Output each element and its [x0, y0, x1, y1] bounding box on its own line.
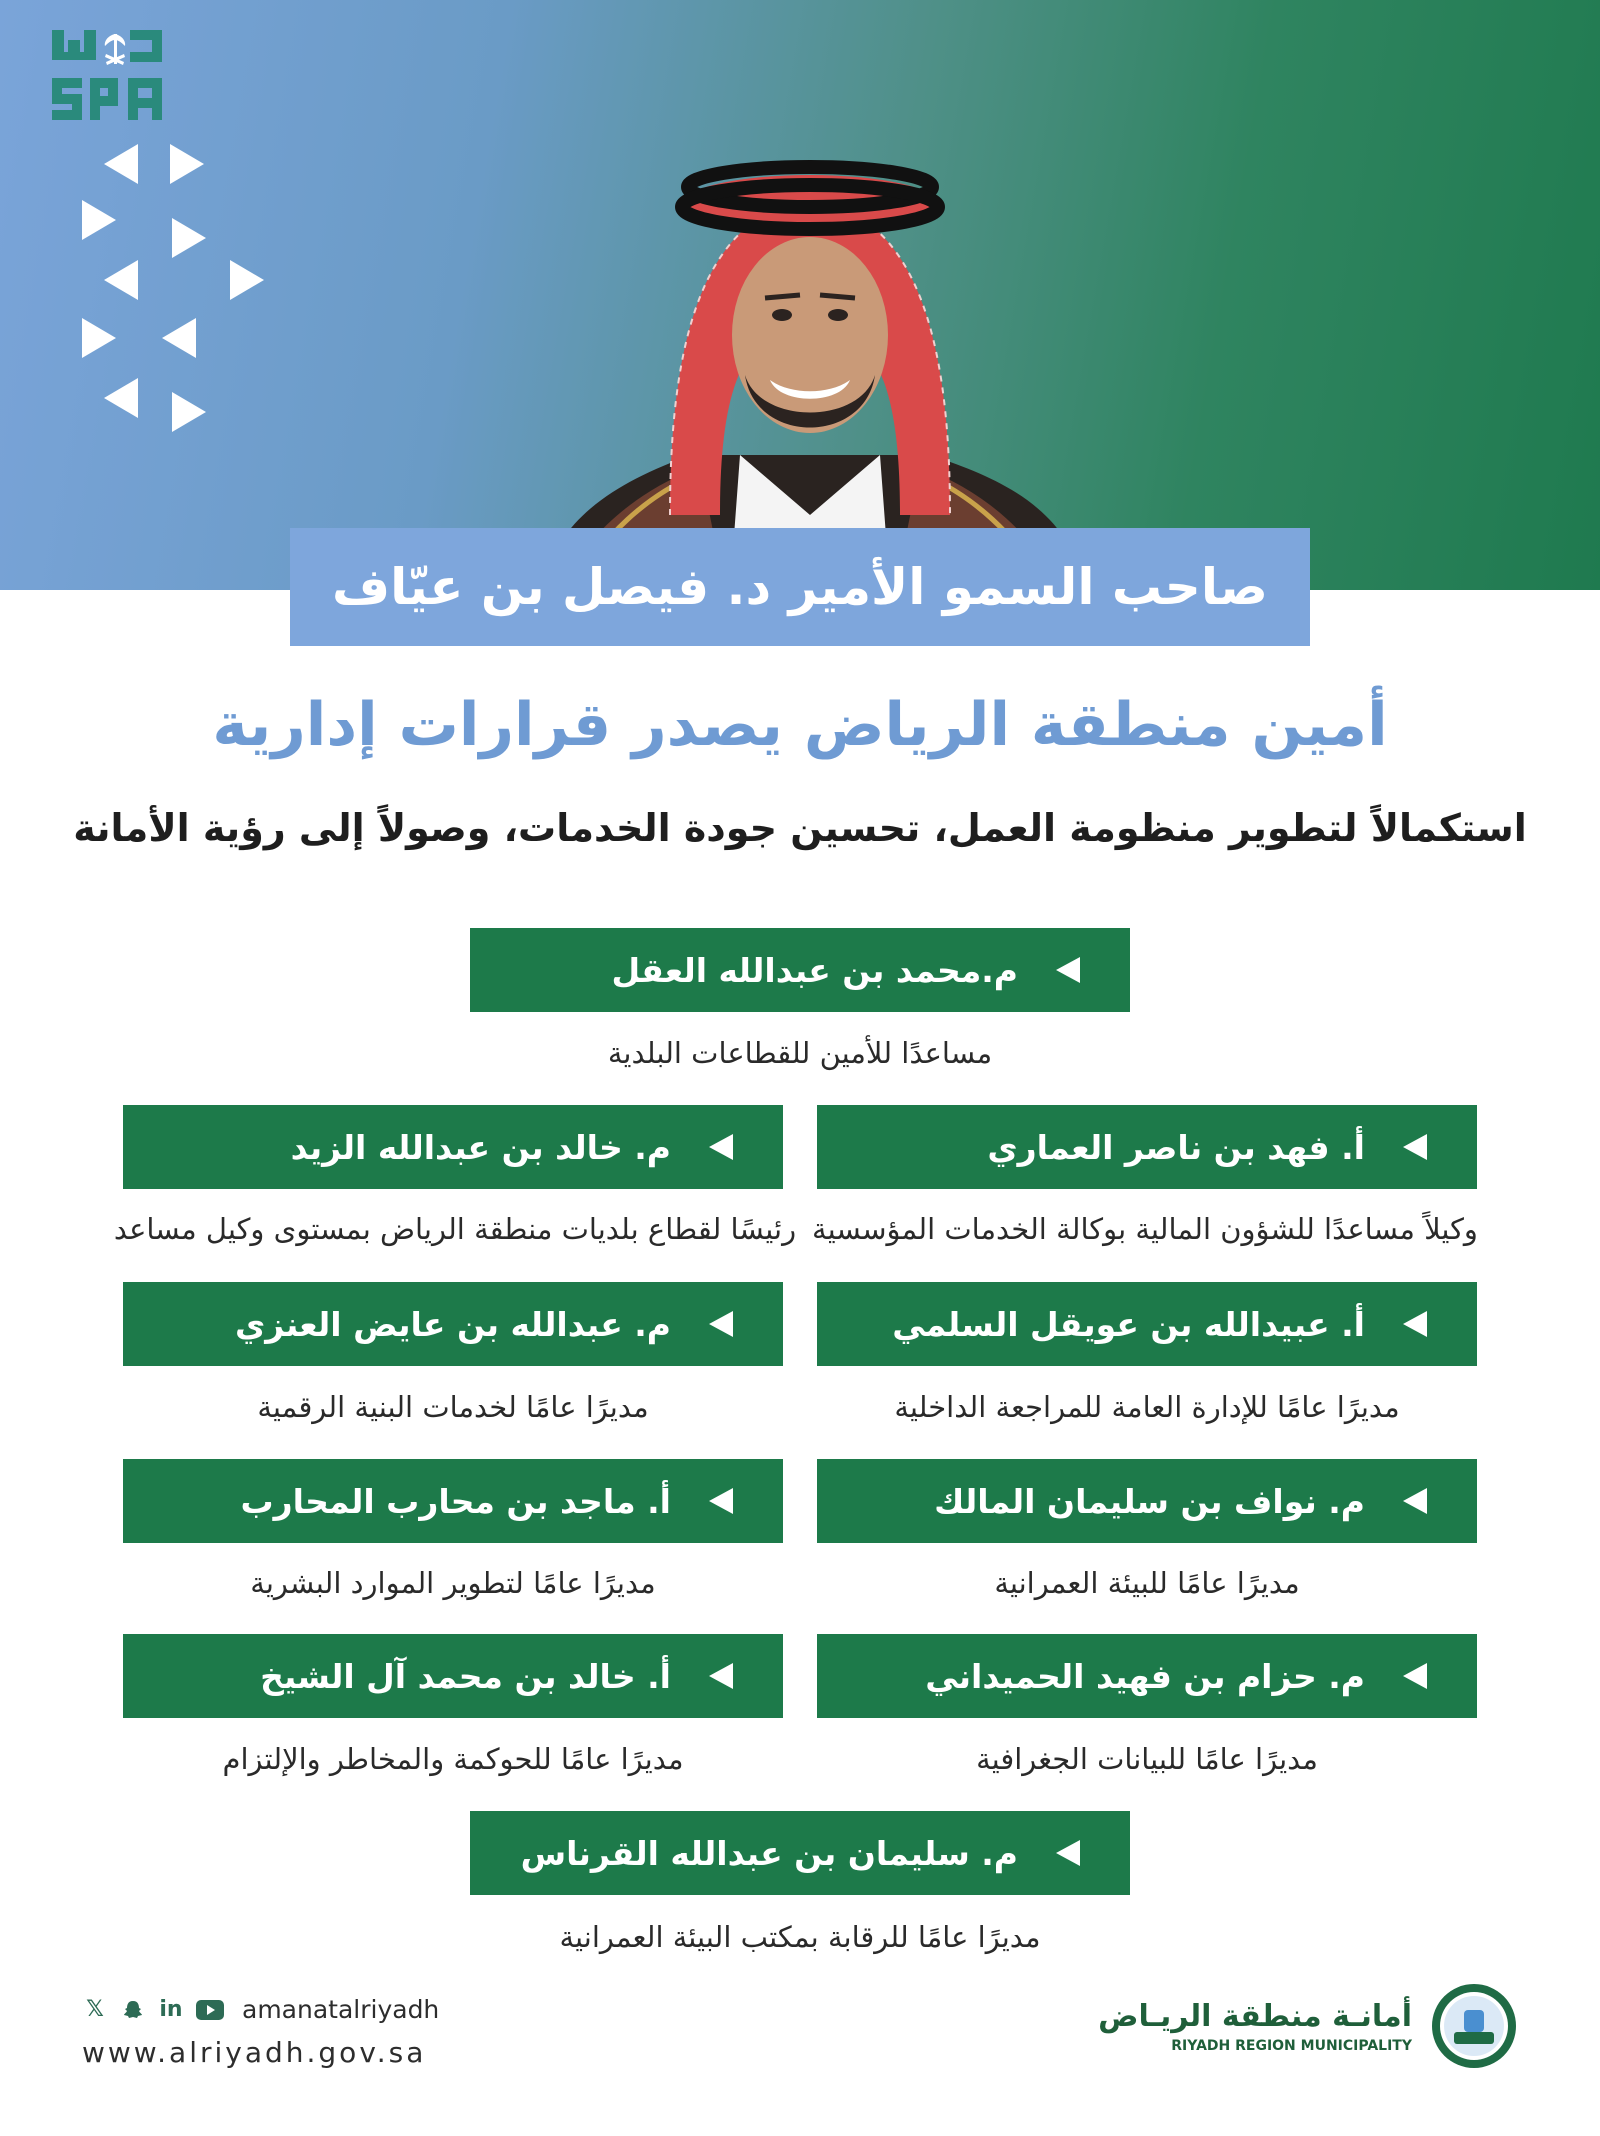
arrow-left-icon [1403, 1134, 1427, 1160]
appointee-role: مديرًا عامًا للإدارة العامة للمراجعة الداخلية [894, 1390, 1400, 1424]
appointment-card-right-2 [817, 1282, 1477, 1366]
appointment-card-right-4 [817, 1634, 1477, 1718]
appointee-role: مديرًا عامًا لخدمات البنية الرقمية [257, 1390, 649, 1424]
arrow-left-icon [1403, 1488, 1427, 1514]
title-banner [290, 528, 1310, 646]
spa-logo [52, 30, 182, 125]
municipality-name-en: RIYADH REGION MUNICIPALITY [1171, 2037, 1412, 2054]
youtube-icon[interactable] [196, 2000, 224, 2020]
subheadline: استكمالاً لتطوير منظومة العمل، تحسين جودة الخدمات، وصولاً إلى رؤية الأمانة [73, 806, 1527, 850]
appointee-name: م. عبدالله بن عايض العنزي [235, 1304, 671, 1344]
appointment-card-right-3 [817, 1459, 1477, 1543]
arrow-left-icon [1056, 957, 1080, 983]
appointee-name: أ. فهد بن ناصر العماري [987, 1127, 1365, 1167]
appointment-card-left-1 [123, 1105, 783, 1189]
appointee-role: وكيلاً مساعدًا للشؤون المالية بوكالة الخدمات المؤسسية [812, 1212, 1478, 1246]
appointment-card-left-3 [123, 1459, 783, 1543]
appointee-name: م. سليمان بن عبدالله القرناس [520, 1833, 1018, 1873]
arrow-left-icon [709, 1488, 733, 1514]
footer-contact [82, 1995, 439, 2069]
appointee-name: م. نواف بن سليمان المالك [934, 1481, 1365, 1521]
appointee-role: مديرًا عامًا للحوكمة والمخاطر والإلتزام [222, 1742, 684, 1776]
x-icon[interactable]: 𝕏 [86, 1997, 104, 2022]
municipality-name-ar: أمانـة منطقة الريـاض [1098, 1998, 1412, 2034]
arrow-left-icon [1403, 1311, 1427, 1337]
municipality-logo [1098, 1982, 1518, 2070]
portrait-photo [520, 95, 1100, 590]
social-links [82, 1995, 439, 2024]
appointee-role: رئيسًا لقطاع بلديات منطقة الرياض بمستوى وكيل مساعد [113, 1212, 797, 1246]
appointee-name: أ. خالد بن محمد آل الشيخ [260, 1656, 671, 1696]
hero-banner [0, 0, 1600, 590]
appointee-name: أ. عبيدالله بن عويقل السلمي [892, 1304, 1365, 1344]
arrow-left-icon [709, 1663, 733, 1689]
appointee-role: مديرًا عامًا للبيانات الجغرافية [976, 1742, 1318, 1776]
linkedin-icon[interactable]: in [159, 1997, 183, 2022]
arrow-left-icon [1403, 1663, 1427, 1689]
appointee-role: مديرًا عامًا للرقابة بمكتب البيئة العمرانية [559, 1920, 1041, 1954]
appointee-role: مديرًا عامًا للبيئة العمرانية [994, 1566, 1300, 1600]
decorative-triangles [80, 140, 280, 440]
appointment-card-right-1 [817, 1105, 1477, 1189]
arrow-left-icon [709, 1311, 733, 1337]
arrow-left-icon [1056, 1840, 1080, 1866]
appointee-name: م.محمد بن عبدالله العقل [611, 950, 1018, 990]
headline: أمين منطقة الرياض يصدر قرارات إدارية [212, 690, 1388, 760]
appointee-role: مديرًا عامًا لتطوير الموارد البشرية [250, 1566, 656, 1600]
website-link[interactable]: www.alriyadh.gov.sa [82, 2036, 427, 2069]
appointee-role: مساعدًا للأمين للقطاعات البلدية [607, 1036, 993, 1070]
appointment-card-left-2 [123, 1282, 783, 1366]
municipality-emblem-icon [1430, 1982, 1518, 2070]
appointee-name: م. حزام بن فهيد الحميداني [925, 1656, 1365, 1696]
appointee-name: أ. ماجد بن محارب المحارب [240, 1481, 671, 1521]
appointment-card-bottom [470, 1811, 1130, 1895]
page-title: صاحب السمو الأمير د. فيصل بن عيّاف [332, 558, 1268, 616]
appointee-name: م. خالد بن عبدالله الزيد [290, 1127, 671, 1167]
snapchat-icon[interactable] [120, 1997, 146, 2023]
social-handle[interactable]: amanatalriyadh [242, 1995, 440, 2024]
appointment-card-left-4 [123, 1634, 783, 1718]
arrow-left-icon [709, 1134, 733, 1160]
appointment-card-top [470, 928, 1130, 1012]
